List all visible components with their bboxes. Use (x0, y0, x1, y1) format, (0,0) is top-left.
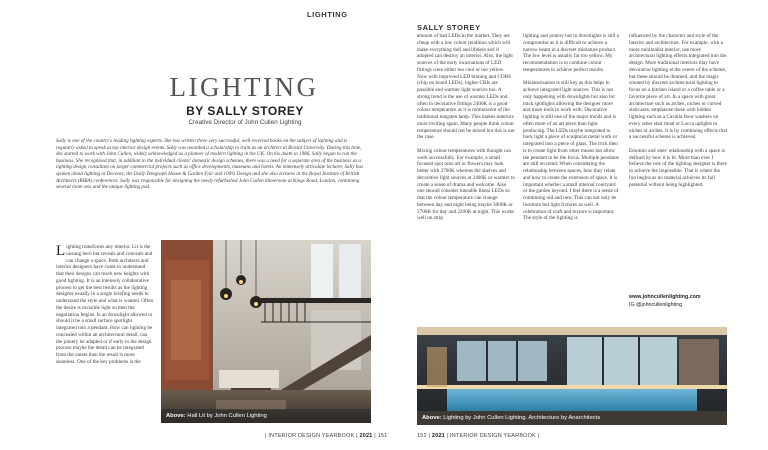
body-column-3: influenced by the character and style of the interior and architecture. For example, with a more minimalist interior, use more architectural lighting effects integrated into the design. More traditional interiors may have decorative lighting at the centre of the scheme, but these should be dimmed, and the magic created by discreet architectural lighting to focus on a kitchen island or a coffee table or a favorite piece of art. In a space with great architecture such as arches, niches or curved staircases, emphasise these with hidden lighting such as a Cavalla floor washers on every other stair tread or Lucca uplights to niches or arches. It is by combining effects that a successful scheme is achieved. Emotion and ones' relationship with a space is defined by how it is lit. More than ever I believe the role of the lighting designer is there to achieve the impossible. That is where the fun begins as no material achieves its full potential without being highlighted. (629, 33, 728, 188)
caption-label: Above: (166, 413, 186, 419)
folio: | INTERIOR DESIGN YEARBOOK | 2021 | 151 (265, 433, 388, 439)
caption-text: Lighting by John Cullen Lighting. Architecture by Anarchitects (443, 415, 601, 421)
hall-interior-image (161, 240, 371, 423)
running-head: SALLY STOREY (417, 23, 481, 32)
intro-paragraph: Sally is one of the country's leading lighting experts. She has written three very successful, well received books on the subject of lighting and is regularly asked to speak at top interior design events. Sally was awarded a scholarship to train as an architect at Bristol University. During this time, she started to work with John Cullen, widely acknowledged as a pioneer of modern lighting in the UK. On his death in 1986, Sally began to run the business. She recognised that, in addition to the individual clients' domestic design schemes, there was a need for a separate area of the business as a lighting design consultant on larger commercial projects such as office developments, museums and hotels. An immensely articulate lecturer, Sally has spoken about lighting at Decorex, the Daily Telegraph House & Garden Fair and 100% Design and she also lectures at the Royal Institute of British Architects (RIBA) conferences. Sally was responsible for designing the newly refurbished John Cullen Showroom at Kings Road, London, containing several room sets and the unique lighting pod. (56, 138, 363, 191)
pool-photo (417, 327, 727, 425)
website-link[interactable]: www.johncullenlighting.com (629, 294, 701, 300)
body-column (56, 244, 154, 420)
body-text: ighting transforms any interior. Lit is the unsung hero but reveals and conceals and can change a space. Both architects and interior designers have come to understand that their designs can reach new heights with good lighting. It is an intensely collaborative process to get the best results as the lighting designer usually in a single briefing needs to understand the style and what is wanted. Often the desire is invisible light so then the negotiation begins. Is an downlight allowed or should it be a small surface spotlight integrated into a pendant. How can lighting be concealed within an architectural detail, can the joinery be adapted or if early in the design process maybe the detail can be integrated from the outset then the result is more seamless. One of the key problems is the (56, 244, 154, 365)
article-title: LIGHTING (169, 72, 319, 102)
folio-page: 152 (417, 433, 427, 439)
folio-magazine: INTERIOR DESIGN YEARBOOK (268, 433, 355, 439)
right-page (389, 8, 734, 444)
folio-page: 151 (377, 433, 388, 439)
instagram-handle[interactable]: IG @johncullenlighting (629, 301, 683, 308)
body-column-1: amount of bad LEDs in the market. They are cheap with a low colour rendition which will make everything dull and lifeless and if adopted can destroy an interior. Also, the light sources of the early incarnations of LED fittings were either too cool or too yellow. Now with improved LED binning and COBS (chip on board LEDs), higher CRIs are possible and warmer light sources too. A strong trend is the use of warmer LEDs and often in decorative fittings 2400K is a good colour temperature as it is reminiscent of the traditional tungsten lamp. This makes interiors more inviting again. Many people think colour temperature should not be mixed but this is not the case. Mixing colour temperatures with thought can work successfully. For example, a small focused spot onto art or flowers may look better with 2700K whereas the shelves and decorative light sources at 2400K or warmer to create a sense of drama and welcome. Also one should consider tuneable linear LEDs so that the colour temperature can change between day and night being maybe 3000K or 2700K for day and 2200K at night. This works well on strip (417, 33, 515, 222)
author-role: Creative Director of John Cullen Lighting (188, 119, 302, 126)
caption-label: Above: (422, 415, 442, 421)
folio-year: 2021 (431, 433, 445, 439)
web-links (629, 294, 701, 309)
running-head: LIGHTING (307, 10, 348, 19)
body-column-2: lighting and joinery but in downlights is still a compromise as it is difficult to achieve a narrow beam in a discreet miniature product. The low level is usually far too yellow. My recommendation is to combine colour temperatures to achieve perfect results. Miniaturisation is still key as this helps to achieve integrated light sources. This is not only happening with downlights but also for track spotlights allowing the designer more and more tools to work with. Decorative lighting is still one of the major trends and is often more of an art piece than light producing. The LEDs maybe integrated to back light a piece of sculptural metal work or integrated into a piece of glass. The trick then is to create light from other means but allow the pendant to be the focus. Multiple pendants are still on trend. When considering the relationship between spaces, how they relate and how to create the extension of space, it is important whether a small internal courtyard or the garden beyond. I feel there is a sense of combining old and new. This can not only be furniture but light fixtures as well. A celebration of craft and texture is important. The style of the lighting is (523, 33, 619, 222)
caption-text: Hall Lit by John Cullen Lighting (187, 413, 267, 419)
left-page (36, 8, 388, 444)
byline: BY SALLY STOREY (186, 104, 304, 118)
folio-magazine: INTERIOR DESIGN YEARBOOK (450, 433, 537, 439)
drop-cap: L (56, 243, 66, 259)
photo-caption (161, 409, 371, 423)
folio: 152 | 2021 | INTERIOR DESIGN YEARBOOK | (417, 433, 540, 439)
photo-caption (417, 411, 727, 425)
folio-year: 2021 (359, 433, 373, 439)
hall-photo (161, 240, 371, 423)
